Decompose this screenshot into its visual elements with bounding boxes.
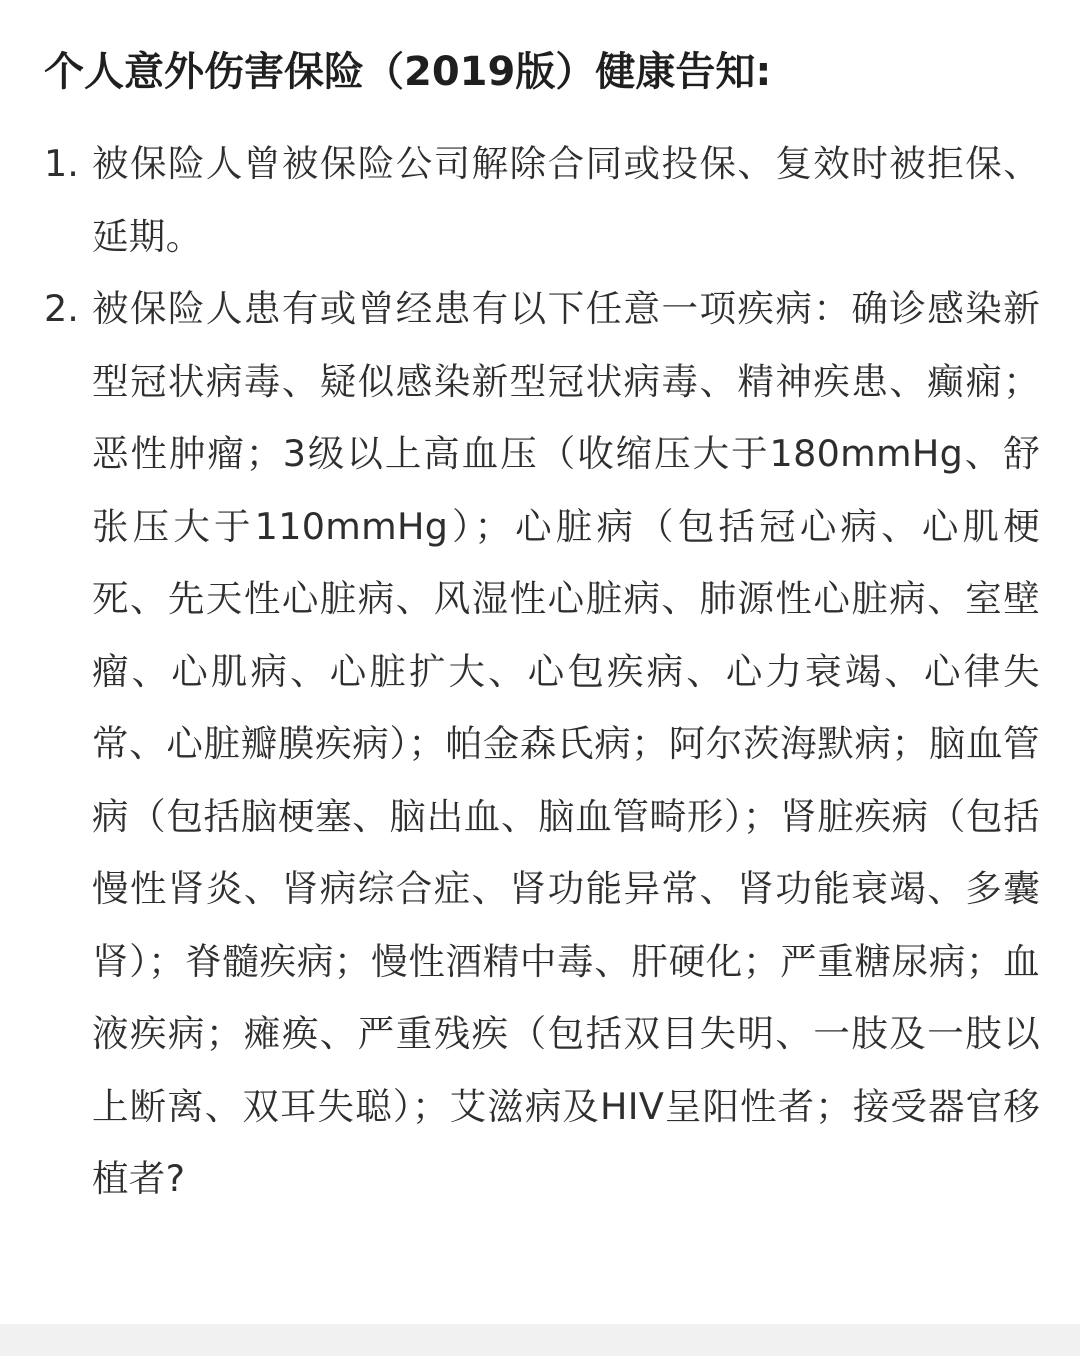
page-title: 个人意外伤害保险（2019版）健康告知:	[44, 49, 772, 95]
health-notice-list	[44, 128, 1040, 1216]
list-item-text: 被保险人患有或曾经患有以下任意一项疾病：确诊感染新型冠状病毒、疑似感染新型冠状病毒、精神疾患、癫痫；恶性肿瘤；3级以上高血压（收缩压大于180mmHg、舒张压大于110mmHg）；心脏病（包括冠心病、心肌梗死、先天性心脏病、风湿性心脏病、肺源性心脏病、室壁瘤、心肌病、心脏扩大、心包疾病、心力衰竭、心律失常、心脏瓣膜疾病）；帕金森氏病；阿尔茨海默病；脑血管病（包括脑梗塞、脑出血、脑血管畸形）；肾脏疾病（包括慢性肾炎、肾病综合症、肾功能异常、肾功能衰竭、多囊肾）；脊髓疾病；慢性酒精中毒、肝硬化；严重糖尿病；血液疾病；瘫痪、严重残疾（包括双目失明、一肢及一肢以上断离、双耳失聪）；艾滋病及HIV呈阳性者；接受器官移植者?	[92, 287, 1040, 1200]
bottom-divider-strip	[0, 1324, 1080, 1356]
list-item	[44, 273, 1040, 1216]
list-item	[44, 128, 1040, 273]
list-item-number: 1.	[44, 142, 79, 185]
list-item-text: 被保险人曾被保险公司解除合同或投保、复效时被拒保、延期。	[92, 142, 1040, 258]
list-item-number: 2.	[44, 287, 79, 330]
